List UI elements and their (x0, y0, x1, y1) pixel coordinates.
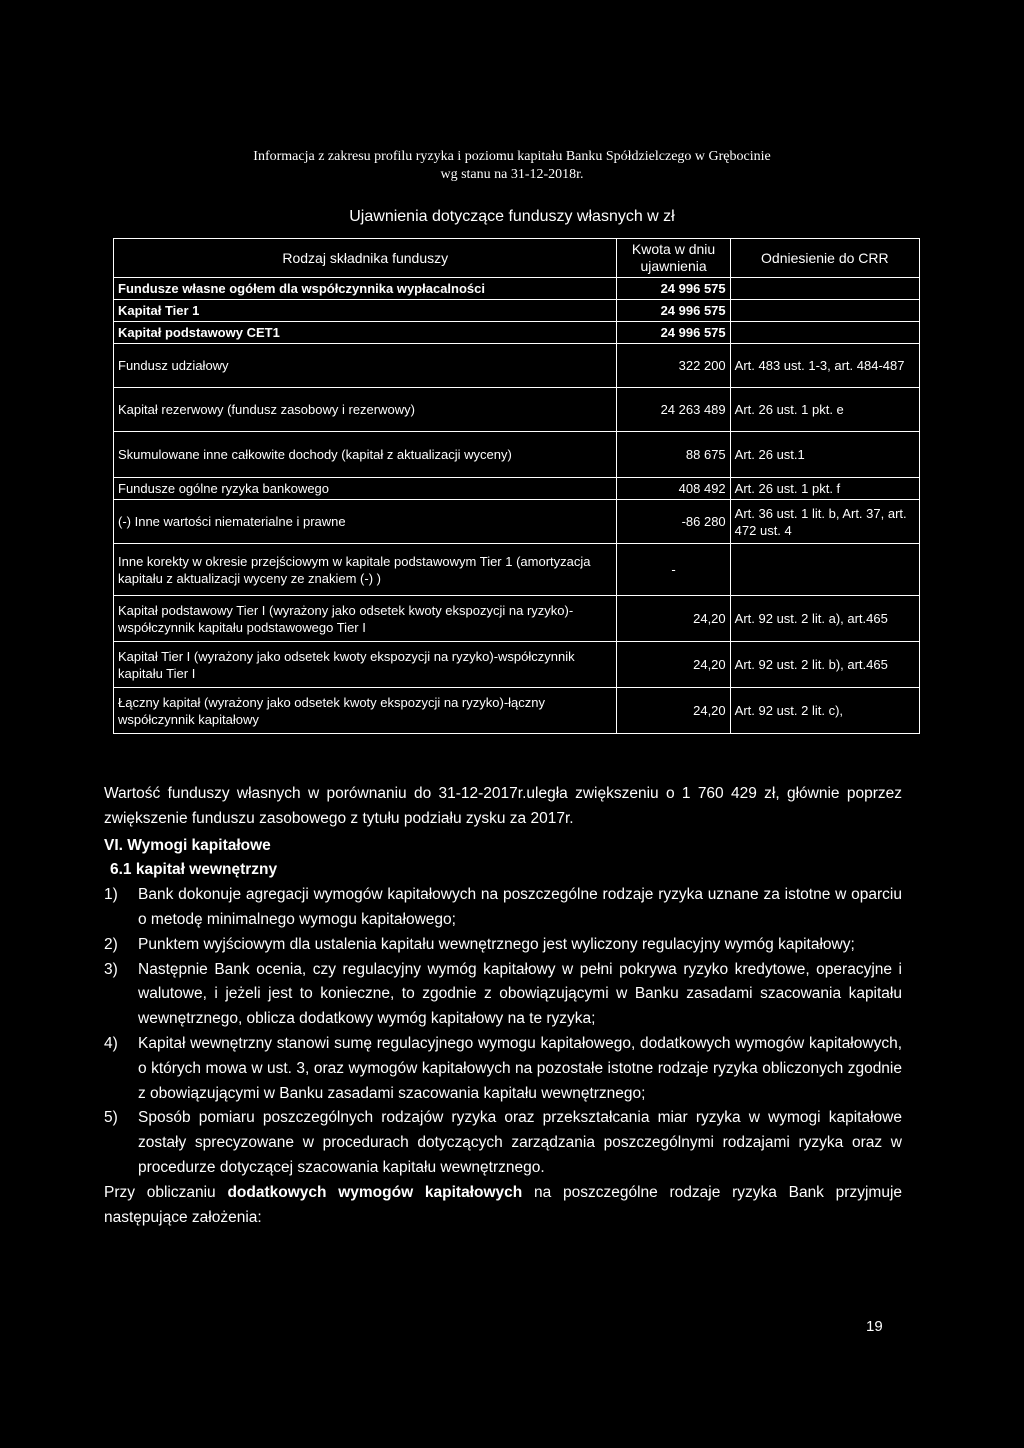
closing-text-start: Przy obliczaniu (104, 1183, 228, 1201)
header-line-2: wg stanu na 31-12-2018r. (440, 167, 584, 182)
row-amount: -86 280 (617, 500, 730, 544)
own-funds-table (113, 238, 920, 734)
row-amount: 24 996 575 (617, 300, 730, 322)
header-line-1: Informacja z zakresu profilu ryzyka i poziomu kapitału Banku Spółdzielczego w Grębocinie (253, 149, 771, 164)
table-row (114, 478, 920, 500)
list-item (104, 1032, 902, 1106)
document-header (0, 148, 1024, 184)
body-text (104, 782, 902, 1230)
row-name: Inne korekty w okresie przejściowym w kapitale podstawowym Tier 1 (amortyzacja kapitału z aktualizacji wyceny ze znakiem (-) ) (114, 544, 617, 596)
list-item-number: 1) (104, 886, 118, 904)
row-name: Kapitał Tier I (wyrażony jako odsetek kwoty ekspozycji na ryzyko)-współczynnik kapitału Tier I (114, 642, 617, 688)
row-amount: 408 492 (617, 478, 730, 500)
row-name: Kapitał podstawowy CET1 (114, 322, 617, 344)
table-row (114, 278, 920, 300)
table-row (114, 322, 920, 344)
row-amount: 24 263 489 (617, 388, 730, 432)
row-amount: - (617, 544, 730, 596)
row-reference: Art. 483 ust. 1-3, art. 484-487 (730, 344, 919, 388)
row-reference: Art. 26 ust. 1 pkt. e (730, 388, 919, 432)
table-row (114, 544, 920, 596)
table-row (114, 432, 920, 478)
row-reference (730, 544, 919, 596)
table-header-row (114, 239, 920, 278)
row-name: Łączny kapitał (wyrażony jako odsetek kwoty ekspozycji na ryzyko)-łączny współczynnik kapitałowy (114, 688, 617, 734)
row-name: (-) Inne wartości niematerialne i prawne (114, 500, 617, 544)
row-reference: Art. 26 ust.1 (730, 432, 919, 478)
row-amount: 24,20 (617, 688, 730, 734)
list-item-text: Punktem wyjściowym dla ustalenia kapitału wewnętrznego jest wyliczony regulacyjny wymóg kapitałowy; (138, 935, 855, 953)
closing-text-bold: dodatkowych wymogów kapitałowych (227, 1183, 523, 1201)
table-row (114, 642, 920, 688)
section-title: VI. Wymogi kapitałowe (104, 836, 271, 854)
row-name: Fundusze własne ogółem dla współczynnika wypłacalności (114, 278, 617, 300)
row-amount: 24,20 (617, 596, 730, 642)
list-item-text: Następnie Bank ocenia, czy regulacyjny wymóg kapitałowy w pełni pokrywa ryzyko kredytowe, operacyjne i walutowe, i jeżeli jest to konieczne, to zgodnie z obowiązującymi w Banku zasadami szacowania kapitału wewnętrznego, oblicza dodatkowy wymóg kapitałowy na te ryzyka; (138, 960, 902, 1028)
page-number: 19 (866, 1318, 883, 1335)
table-row (114, 500, 920, 544)
list-item-text: Kapitał wewnętrzny stanowi sumę regulacyjnego wymogu kapitałowego, dodatkowych wymogów kapitałowych, o których mowa w ust. 3, oraz wymogów kapitałowych na pozostałe istotne rodzaje ryzyka obliczonych zgodnie z obowiązującymi w Banku zasadami szacowania kapitału wewnętrznego; (138, 1034, 902, 1102)
row-reference (730, 278, 919, 300)
intro-paragraph: Wartość funduszy własnych w porównaniu do 31-12-2017r.uległa zwiększeniu o 1 760 429 zł, głównie poprzez zwiększenie funduszu zasobowego z tytułu podziału zysku za 2017r. (104, 785, 902, 827)
row-reference (730, 322, 919, 344)
header-crr-reference: Odniesienie do CRR (730, 239, 919, 278)
table-row (114, 388, 920, 432)
row-reference: Art. 92 ust. 2 lit. a), art.465 (730, 596, 919, 642)
list-item-number: 3) (104, 960, 118, 978)
header-amount: Kwota w dniu ujawnienia (617, 239, 730, 278)
requirements-list (104, 883, 902, 1181)
row-reference: Art. 26 ust. 1 pkt. f (730, 478, 919, 500)
row-name: Kapitał Tier 1 (114, 300, 617, 322)
list-item-text: Sposób pomiaru poszczególnych rodzajów ryzyka oraz przekształcania miar ryzyka w wymogi kapitałowe zostały sprecyzowane w procedurach dotyczących zarządzania poszczególnymi rodzajami ryzyka oraz w procedurze dotyczącej szacowania kapitału wewnętrznego. (138, 1109, 902, 1176)
list-item (104, 1106, 902, 1180)
table-row (114, 596, 920, 642)
table-row (114, 300, 920, 322)
row-name: Kapitał podstawowy Tier I (wyrażony jako odsetek kwoty ekspozycji na ryzyko)-współczynnik kapitału podstawowego Tier I (114, 596, 617, 642)
row-reference (730, 300, 919, 322)
row-name: Fundusz udziałowy (114, 344, 617, 388)
header-component: Rodzaj składnika funduszy (114, 239, 617, 278)
row-name: Kapitał rezerwowy (fundusz zasobowy i rezerwowy) (114, 388, 617, 432)
table-row (114, 688, 920, 734)
row-amount: 24 996 575 (617, 278, 730, 300)
list-item-number: 4) (104, 1034, 118, 1052)
row-reference: Art. 92 ust. 2 lit. b), art.465 (730, 642, 919, 688)
row-amount: 88 675 (617, 432, 730, 478)
row-name: Skumulowane inne całkowite dochody (kapitał z aktualizacji wyceny) (114, 432, 617, 478)
list-item (104, 958, 902, 1032)
list-item (104, 933, 902, 958)
list-item-text: Bank dokonuje agregacji wymogów kapitałowych na poszczególne rodzaje ryzyka uznane za istotne w oparciu o metodę minimalnego wymogu kapitałowego; (138, 886, 902, 928)
subsection-title: 6.1 kapitał wewnętrzny (110, 861, 278, 879)
row-name: Fundusze ogólne ryzyka bankowego (114, 478, 617, 500)
closing-text-end: na poszczególne rodzaje ryzyka Bank przyjmuje następujące założenia: (104, 1183, 903, 1226)
row-reference: Art. 36 ust. 1 lit. b, Art. 37, art. 472 ust. 4 (730, 500, 919, 544)
table-row (114, 344, 920, 388)
closing-paragraph (104, 1181, 902, 1231)
row-reference: Art. 92 ust. 2 lit. c), (730, 688, 919, 734)
list-item (104, 883, 902, 933)
row-amount: 322 200 (617, 344, 730, 388)
list-item-number: 2) (104, 935, 118, 953)
table-title: Ujawnienia dotyczące funduszy własnych w zł (349, 208, 675, 225)
row-amount: 24,20 (617, 642, 730, 688)
list-item-number: 5) (104, 1109, 118, 1127)
row-amount: 24 996 575 (617, 322, 730, 344)
